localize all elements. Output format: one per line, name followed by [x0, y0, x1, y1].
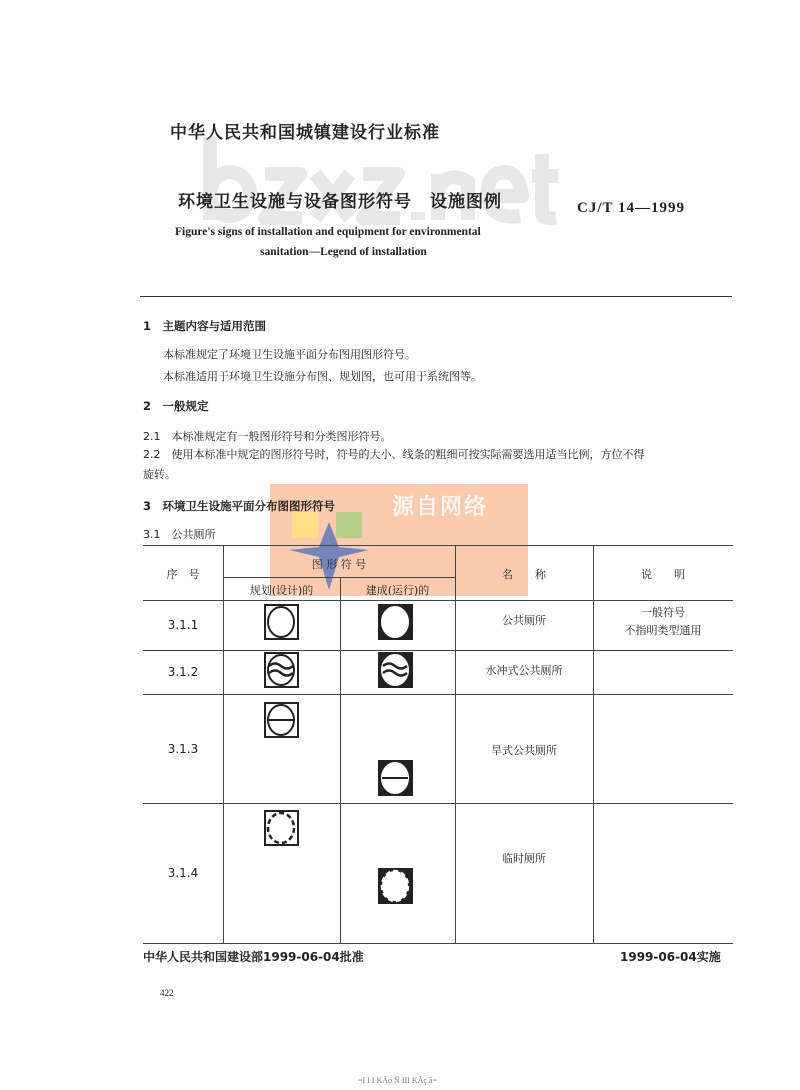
- row-name: 临时厕所: [502, 852, 546, 865]
- table-bottom-rule: [143, 943, 733, 944]
- row-number: 3.1.4: [167, 866, 199, 880]
- issuing-org: 中华人民共和国城镇建设行业标准: [170, 123, 440, 143]
- section-2-title: 2 一般规定: [143, 399, 209, 413]
- english-title-line1: Figure's signs of installation and equipment for environmental: [175, 226, 481, 238]
- header-symbol: 图 形 符 号: [311, 558, 367, 571]
- header-name: 名 称: [502, 568, 546, 581]
- watermark-stamp-text: 源自网络: [392, 495, 489, 520]
- row-desc-line1: 一般符号: [641, 606, 685, 619]
- col-rule: [223, 545, 224, 943]
- section-1-para-2: 本标准适用于环境卫生设施分布图、规划图，也可用于系统图等。: [163, 370, 482, 383]
- header-desc: 说 明: [641, 568, 685, 581]
- col-rule: [340, 577, 341, 943]
- built-toilet-dashed-icon: [378, 868, 413, 908]
- approval-line: 中华人民共和国建设部1999-06-04批准: [143, 950, 364, 964]
- planned-toilet-circle-icon: [264, 604, 299, 644]
- document-title: 环境卫生设施与设备图形符号 设施图例: [178, 192, 502, 212]
- header-built: 建成(运行)的: [365, 584, 430, 597]
- section-1-title: 1 主题内容与适用范围: [143, 319, 267, 333]
- site-watermark-logo: [200, 132, 560, 227]
- built-toilet-circle-icon: [378, 604, 413, 644]
- header-no: 序 号: [166, 568, 200, 581]
- page-number: 422: [160, 988, 174, 998]
- row-name: 公共厕所: [502, 614, 546, 627]
- row-number: 3.1.2: [167, 665, 199, 679]
- built-toilet-line-icon: [378, 760, 413, 800]
- planned-toilet-waves-icon: [264, 652, 299, 692]
- row-number: 3.1.1: [167, 618, 199, 632]
- header-divider: [140, 296, 732, 297]
- planned-toilet-line-icon: [264, 702, 299, 742]
- watermark-logo-icon: [284, 502, 374, 592]
- row-number: 3.1.3: [167, 741, 199, 756]
- section-2-2: 2.2 使用本标准中规定的图形符号时，符号的大小、线条的粗细可按实际需要选用适当比例，方位不得: [143, 448, 645, 461]
- english-title-line2: sanitation—Legend of installation: [260, 246, 427, 258]
- section-2-1: 2.1 本标准规定有一般图形符号和分类图形符号。: [143, 430, 392, 443]
- header-bottom-rule: [143, 600, 733, 601]
- section-1-para-1: 本标准规定了环境卫生设施平面分布图用图形符号。: [163, 348, 416, 361]
- row-desc-line2: 不指明类型通用: [624, 624, 702, 637]
- section-2-2-cont: 旋转。: [143, 468, 176, 481]
- row-rule: [143, 803, 733, 804]
- planned-toilet-dashed-icon: [264, 810, 299, 850]
- symbol-subheader-rule: [223, 577, 455, 578]
- row-rule: [143, 694, 733, 695]
- effective-line: 1999-06-04实施: [620, 950, 721, 964]
- row-name: 水冲式公共厕所: [485, 664, 563, 677]
- section-3-1-title: 3.1 公共厕所: [143, 528, 216, 541]
- scan-footer-mark: =I I I KÃo Ñ III KÃç ã=: [358, 1076, 437, 1085]
- built-toilet-waves-icon: [378, 652, 413, 692]
- row-rule: [143, 650, 733, 651]
- header-planned: 规划(设计)的: [249, 584, 314, 597]
- row-name: 旱式公共厕所: [491, 744, 557, 757]
- standard-code: CJ/T 14—1999: [577, 200, 685, 216]
- table-top-rule: [143, 545, 733, 546]
- section-3-title: 3 环境卫生设施平面分布图图形符号: [143, 499, 335, 513]
